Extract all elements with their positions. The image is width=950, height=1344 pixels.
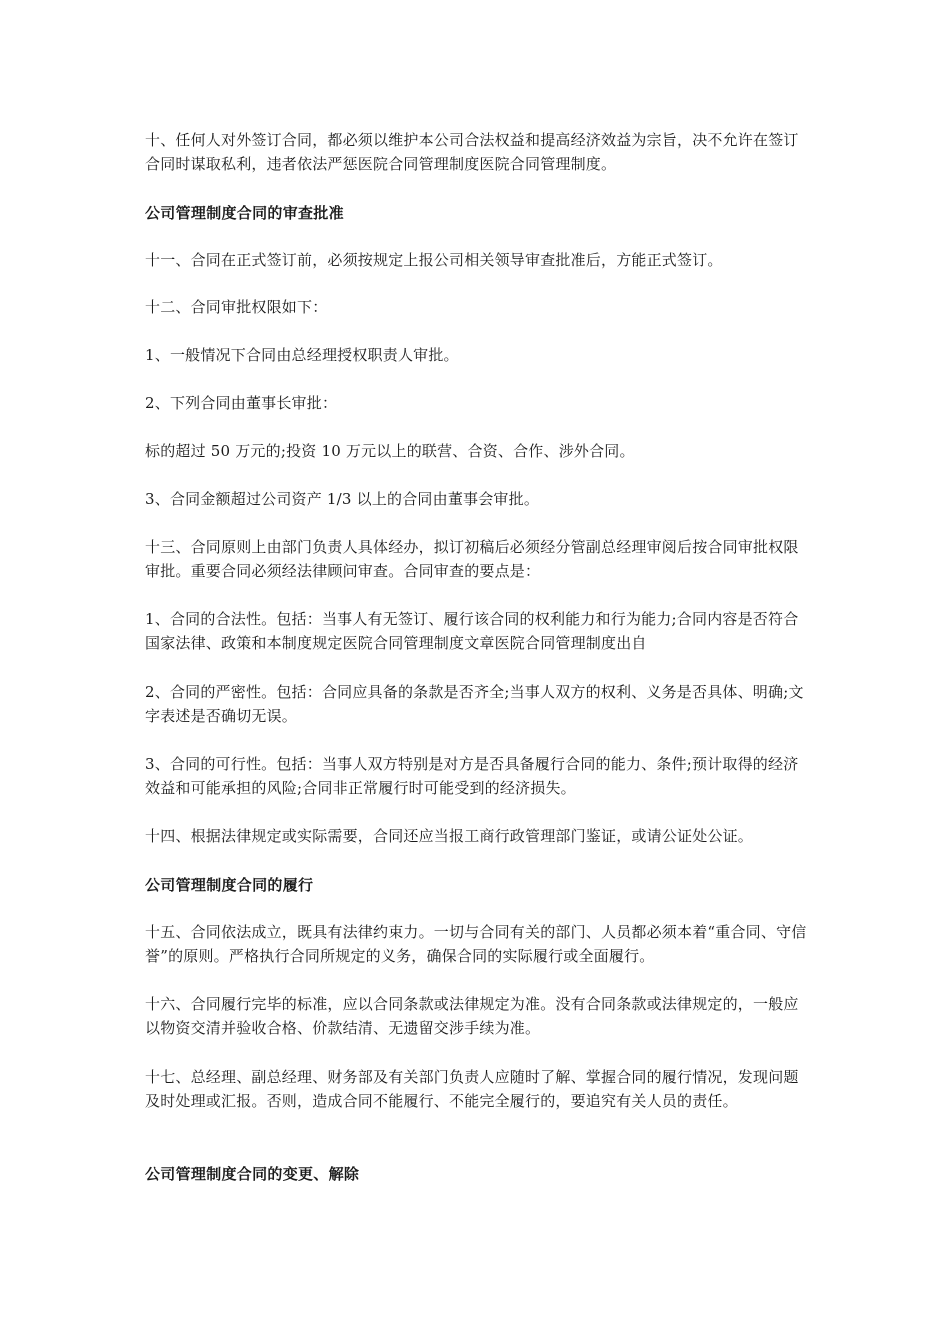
paragraph-article-17: 十七、总经理、副总经理、财务部及有关部门负责人应随时了解、掌握合同的履行情况，发现问题及时处理或汇报。否则，造成合同不能履行、不能完全履行的，要追究有关人员的责任。: [145, 1068, 799, 1110]
paragraph-item-2: 2、下列合同由董事长审批：: [145, 394, 338, 412]
section-heading-review-approval: 公司管理制度合同的审查批准: [145, 204, 344, 222]
paragraph-article-13: 十三、合同原则上由部门负责人具体经办，拟订初稿后必须经分管副总经理审阅后按合同审批权限审批。重要合同必须经法律顾问审查。合同审查的要点是：: [145, 538, 799, 580]
paragraph-legality: 1、合同的合法性。包括：当事人有无签订、履行该合同的权利能力和行为能力;合同内容是否符合国家法律、政策和本制度规定医院合同管理制度文章医院合同管理制度出自: [145, 610, 799, 652]
paragraph-article-12: 十二、合同审批权限如下：: [145, 298, 328, 316]
paragraph-article-14: 十四、根据法律规定或实际需要，合同还应当报工商行政管理部门鉴证，或请公证处公证。: [145, 827, 754, 845]
section-heading-change-termination: 公司管理制度合同的变更、解除: [145, 1165, 360, 1183]
paragraph-article-15: 十五、合同依法成立，既具有法律约束力。一切与合同有关的部门、人员都必须本着“重合同、守信誉”的原则。严格执行合同所规定的义务，确保合同的实际履行或全面履行。: [145, 923, 807, 965]
paragraph-feasibility: 3、合同的可行性。包括：当事人双方特别是对方是否具备履行合同的能力、条件;预计取得的经济效益和可能承担的风险;合同非正常履行时可能受到的经济损失。: [145, 755, 799, 797]
paragraph-item-1: 1、一般情况下合同由总经理授权职责人审批。: [145, 346, 459, 364]
section-heading-performance: 公司管理制度合同的履行: [145, 876, 314, 894]
paragraph-article-10: 十、任何人对外签订合同，都必须以维护本公司合法权益和提高经济效益为宗旨，决不允许在签订合同时谋取私利，违者依法严惩医院合同管理制度医院合同管理制度。: [145, 131, 799, 173]
paragraph-rigor: 2、合同的严密性。包括：合同应具备的条款是否齐全;当事人双方的权利、义务是否具体、明确;文字表述是否确切无误。: [145, 683, 804, 725]
paragraph-item-3: 3、合同金额超过公司资产 1/3 以上的合同由董事会审批。: [145, 490, 540, 508]
paragraph-threshold: 标的超过 50 万元的;投资 10 万元以上的联营、合资、合作、涉外合同。: [145, 442, 635, 460]
paragraph-article-11: 十一、合同在正式签订前，必须按规定上报公司相关领导审查批准后，方能正式签订。: [145, 251, 723, 269]
paragraph-article-16: 十六、合同履行完毕的标准，应以合同条款或法律规定为准。没有合同条款或法律规定的，一般应以物资交清并验收合格、价款结清、无遗留交涉手续为准。: [145, 995, 799, 1037]
